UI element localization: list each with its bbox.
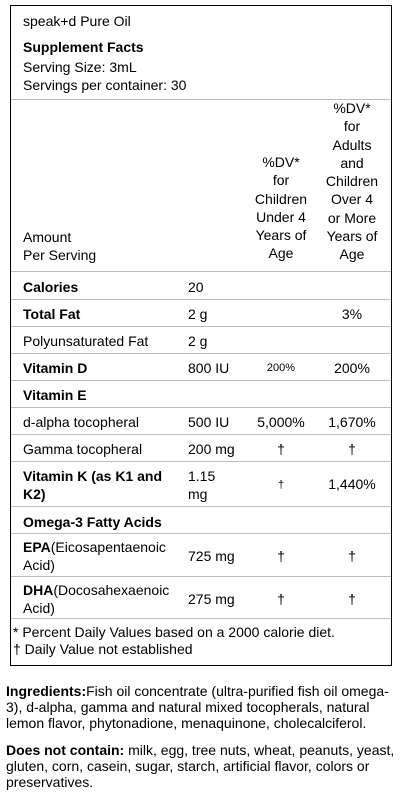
does-not-contain-label: Does not contain:	[6, 742, 125, 758]
nutrient-name-rest: (Eicosapentaenoic Acid)	[23, 539, 166, 573]
nutrient-name: Polyunsaturated Fat	[23, 333, 149, 349]
nutrient-amount: 500 IU	[188, 414, 230, 430]
nutrient-row-vitamin-e	[11, 380, 391, 408]
nutrient-name: Total Fat	[23, 306, 81, 322]
nutrient-name: Vitamin E	[23, 387, 87, 403]
nutrient-name: d-alpha tocopheral	[23, 414, 139, 430]
nutrient-name	[23, 538, 173, 574]
nutrient-dv-adults: 1,440%	[328, 476, 376, 492]
nutrient-name: Vitamin K (as K1 and K2)	[23, 468, 163, 502]
footnote-not-established: † Daily Value not established	[13, 641, 193, 657]
nutrient-name-bold: EPA	[23, 539, 51, 555]
nutrient-name: Omega-3 Fatty Acids	[23, 514, 162, 530]
servings-per-container: Servings per container: 30	[23, 77, 187, 93]
nutrient-row-gamma-tocopheral	[11, 434, 391, 462]
ingredients-text: Fish oil concentrate (ultra-purified fish oil omega-3), d-alpha, gamma and natural mixed tocopherals, natural lemon flavor, phytonadione, menaquinone, cholecalciferol.	[6, 683, 389, 731]
nutrient-row-dha	[11, 576, 391, 619]
nutrient-dv-children: †	[277, 548, 285, 564]
nutrient-row-omega-3	[11, 506, 391, 534]
nutrient-name: Calories	[23, 279, 79, 295]
nutrient-dv-adults: †	[348, 548, 356, 564]
nutrient-dv-children: †	[277, 441, 285, 457]
nutrient-row-vitamin-k	[11, 461, 391, 507]
product-name: speak+d Pure Oil	[23, 13, 131, 29]
does-not-contain	[6, 742, 398, 790]
dv-adults-header: %DV* for Adults and Children Over 4 or More Years of Age	[325, 100, 379, 263]
footnotes	[11, 618, 391, 658]
nutrient-row-total-fat	[11, 299, 391, 327]
dv-children-header: %DV* for Children Under 4 Years of Age	[254, 154, 308, 262]
supplement-facts-panel	[10, 5, 392, 666]
serving-size: Serving Size: 3mL	[23, 59, 137, 75]
nutrient-amount: 1.15 mg	[188, 468, 216, 502]
nutrient-dv-children: †	[277, 479, 285, 491]
nutrient-name	[23, 581, 173, 617]
nutrient-name-rest: (Docosahexaenoic Acid)	[23, 582, 170, 616]
nutrient-name: Vitamin D	[23, 360, 88, 376]
ingredients	[6, 683, 398, 731]
nutrient-amount: 800 IU	[188, 360, 230, 376]
nutrient-amount: 275 mg	[188, 591, 235, 607]
nutrient-amount: 20	[188, 279, 204, 295]
nutrient-dv-adults: 1,670%	[328, 414, 376, 430]
nutrient-row-calories	[11, 271, 391, 300]
nutrient-amount: 200 mg	[188, 441, 235, 457]
nutrient-amount: 2 g	[188, 333, 208, 349]
footnote-daily-values: * Percent Daily Values based on a 2000 calorie diet.	[13, 624, 335, 640]
nutrient-dv-adults: 200%	[334, 360, 370, 376]
does-not-contain-text: milk, egg, tree nuts, wheat, peanuts, yeast, gluten, corn, casein, sugar, starch, artificial flavor, colors or preservatives.	[6, 742, 395, 790]
nutrient-dv-adults: †	[348, 591, 356, 607]
ingredients-label: Ingredients:	[6, 683, 87, 699]
nutrient-dv-children: 5,000%	[257, 414, 305, 430]
amount-per-serving-header: Amount Per Serving	[23, 229, 97, 264]
nutrient-dv-adults: †	[348, 441, 356, 457]
nutrient-row-polyunsaturated-fat	[11, 326, 391, 354]
nutrient-name-bold: DHA	[23, 582, 54, 598]
nutrient-dv-children: 200%	[266, 362, 296, 374]
supplement-facts-title: Supplement Facts	[23, 39, 144, 55]
nutrient-dv-children: †	[277, 591, 285, 607]
nutrient-row-d-alpha-tocopheral	[11, 407, 391, 435]
nutrient-row-vitamin-d	[11, 353, 391, 381]
nutrient-amount: 2 g	[188, 306, 208, 322]
nutrient-row-epa	[11, 533, 391, 577]
nutrient-amount: 725 mg	[188, 548, 235, 564]
nutrient-dv-adults: 3%	[341, 306, 363, 322]
nutrient-name: Gamma tocopheral	[23, 441, 143, 457]
